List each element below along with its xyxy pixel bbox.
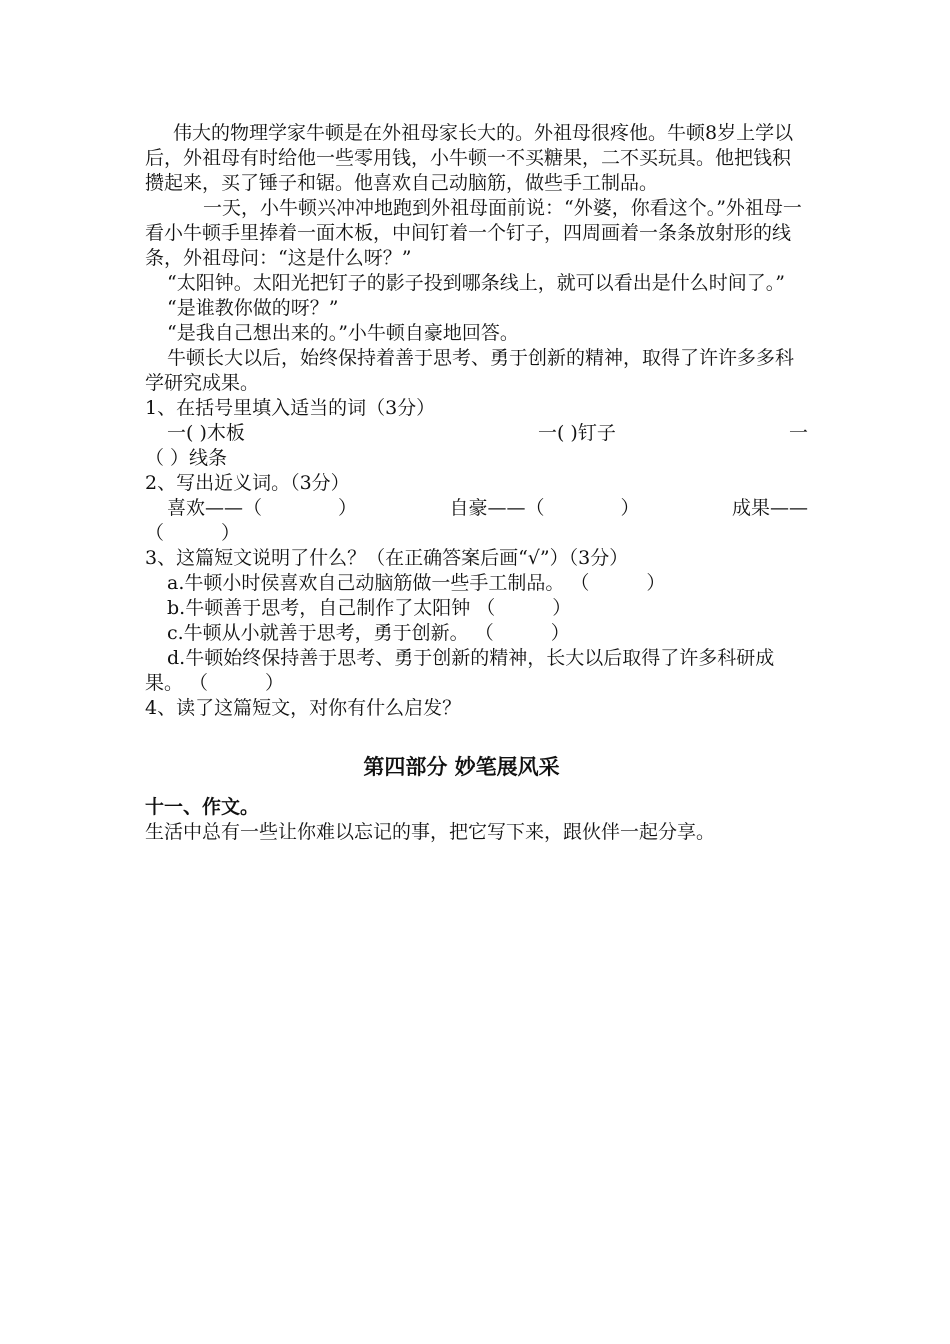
part-4-title: 第四部分 妙笔展风采: [363, 754, 560, 779]
question-3-option-a: a.牛顿小时侯喜欢自己动脑筋做一些手工制品。 （ ）: [167, 572, 666, 594]
question-3-option-c: c.牛顿从小就善于思考，勇于创新。 （ ）: [167, 622, 570, 644]
question-2-title: 2、写出近义词。（3分）: [145, 472, 350, 494]
passage-paragraph-2: 一天，小牛顿兴冲冲地跑到外祖母面前说：“外婆，你看这个。”外祖母一看小牛顿手里捧着一面木板，中间钉着一个钉子，四周画着一条条放射形的线条，外祖母问：“这是什么呀？”: [145, 197, 802, 269]
passage-paragraph-1: 伟大的物理学家牛顿是在外祖母家长大的。外祖母很疼他。牛顿8岁上学以后，外祖母有时给他一些零用钱，小牛顿一不买糖果，二不买玩具。他把钱积攒起来，买了锤子和锯。他喜欢自己动脑筋，做些手工制品。: [145, 122, 794, 194]
composition-heading: 十一、作文。: [145, 796, 260, 818]
question-2-item-like: 喜欢——（ ）: [167, 497, 358, 519]
question-3-option-d: d.牛顿始终保持善于思考、勇于创新的精神，长大以后取得了许多科研成果。 （ ）: [145, 647, 775, 694]
question-4-title: 4、读了这篇短文，对你有什么启发？: [145, 697, 462, 719]
question-1-item-lines-start: 一: [788, 422, 808, 444]
question-1-item-board: 一( )木板: [167, 422, 245, 444]
question-2-item-result: （ ）: [145, 522, 241, 544]
composition-prompt: 生活中总有一些让你难以忘记的事，把它写下来，跟伙伴一起分享。: [145, 821, 716, 843]
question-3-option-b: b.牛顿善于思考，自己制作了太阳钟 （ ）: [167, 597, 572, 619]
question-1-item-lines: （ ）线条: [145, 447, 228, 469]
question-1-item-nail: 一( )钉子: [537, 422, 616, 444]
worksheet-page: [145, 121, 808, 845]
question-1-items: [145, 421, 808, 446]
passage-paragraph-6: 牛顿长大以后，始终保持着善于思考、勇于创新的精神，取得了许许多多科学研究成果。: [145, 347, 795, 394]
question-2-item-proud: 自豪——（ ）: [449, 497, 640, 519]
passage-paragraph-3: “太阳钟。太阳光把钉子的影子投到哪条线上，就可以看出是什么时间了。”: [167, 272, 785, 294]
question-3-title: 3、这篇短文说明了什么？（在正确答案后画“√”）（3分）: [145, 547, 629, 569]
question-2-item-result-start: 成果——: [731, 497, 808, 519]
question-1-title: 1、在括号里填入适当的词（3分）: [145, 397, 436, 419]
passage-paragraph-5: “是我自己想出来的。”小牛顿自豪地回答。: [167, 322, 519, 344]
question-2-items: [145, 496, 808, 521]
passage-paragraph-4: “是谁教你做的呀？”: [167, 297, 339, 319]
